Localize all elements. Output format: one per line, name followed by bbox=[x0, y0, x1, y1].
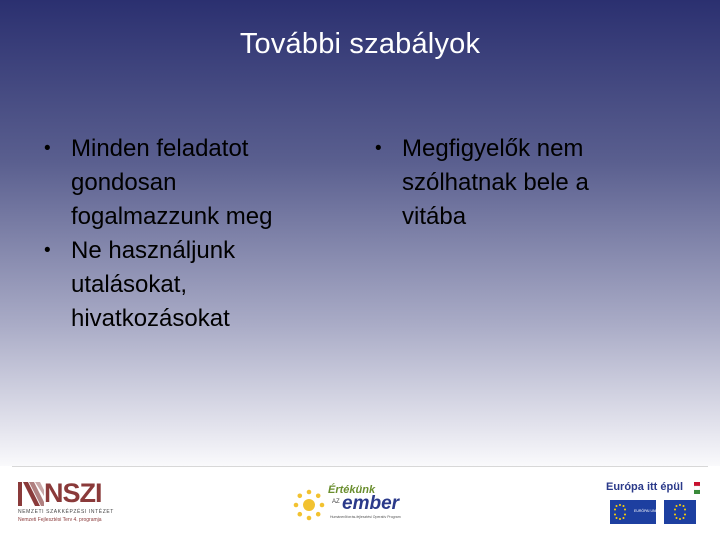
bullet-line: hivatkozásokat bbox=[71, 305, 230, 332]
bullet-item bbox=[375, 132, 675, 234]
bullet-line: vitába bbox=[402, 203, 467, 230]
nszi-stripes-icon bbox=[18, 482, 44, 506]
left-column bbox=[44, 132, 344, 336]
eu-flag-icon bbox=[664, 500, 696, 524]
eu-logo bbox=[606, 481, 702, 529]
ertekunk-logo bbox=[292, 484, 412, 526]
eu-stars-icon bbox=[610, 500, 630, 524]
eu-stars-icon bbox=[664, 500, 696, 524]
slide-title: További szabályok bbox=[239, 28, 481, 60]
bullet-item bbox=[44, 132, 344, 234]
nszi-tagline: Nemzeti Fejlesztési Terv 4. programja bbox=[18, 517, 102, 523]
bullet-line: utalásokat, bbox=[71, 271, 188, 298]
bullet-line: Ne használjunk bbox=[71, 237, 236, 264]
bullet-line: gondosan bbox=[71, 169, 177, 196]
eu-title: Európa itt épül bbox=[606, 481, 683, 493]
bullet-line: fogalmazzunk meg bbox=[71, 203, 273, 230]
bullet-line: Minden feladatot bbox=[71, 135, 249, 162]
footer-divider bbox=[12, 466, 708, 467]
ertekunk-title: Értékünk bbox=[328, 484, 376, 496]
eu-flag-icon bbox=[610, 500, 660, 524]
bullet-line: Megfigyelők nem bbox=[402, 135, 584, 162]
ertekunk-az: AZ bbox=[332, 499, 340, 505]
nszi-name: NSZI bbox=[44, 478, 102, 508]
flag-stripe-icon bbox=[694, 482, 700, 494]
bullet-marker: • bbox=[44, 138, 51, 159]
ertekunk-program: Humánerőforrás-fejlesztési Operatív Program bbox=[330, 515, 401, 519]
footer bbox=[0, 466, 720, 540]
bullet-item bbox=[44, 234, 344, 336]
nszi-subtitle: NEMZETI SZAKKÉPZÉSI INTÉZET bbox=[18, 509, 114, 515]
sun-icon bbox=[292, 488, 326, 522]
ertekunk-ember: ember bbox=[342, 493, 400, 514]
right-column bbox=[375, 132, 675, 234]
bullet-marker: • bbox=[44, 240, 51, 261]
nszi-logo bbox=[18, 478, 138, 534]
eu-flag-label: EURÓPAI UNIÓ bbox=[634, 509, 660, 513]
bullet-marker: • bbox=[375, 138, 382, 159]
bullet-line: szólhatnak bele a bbox=[402, 169, 589, 196]
